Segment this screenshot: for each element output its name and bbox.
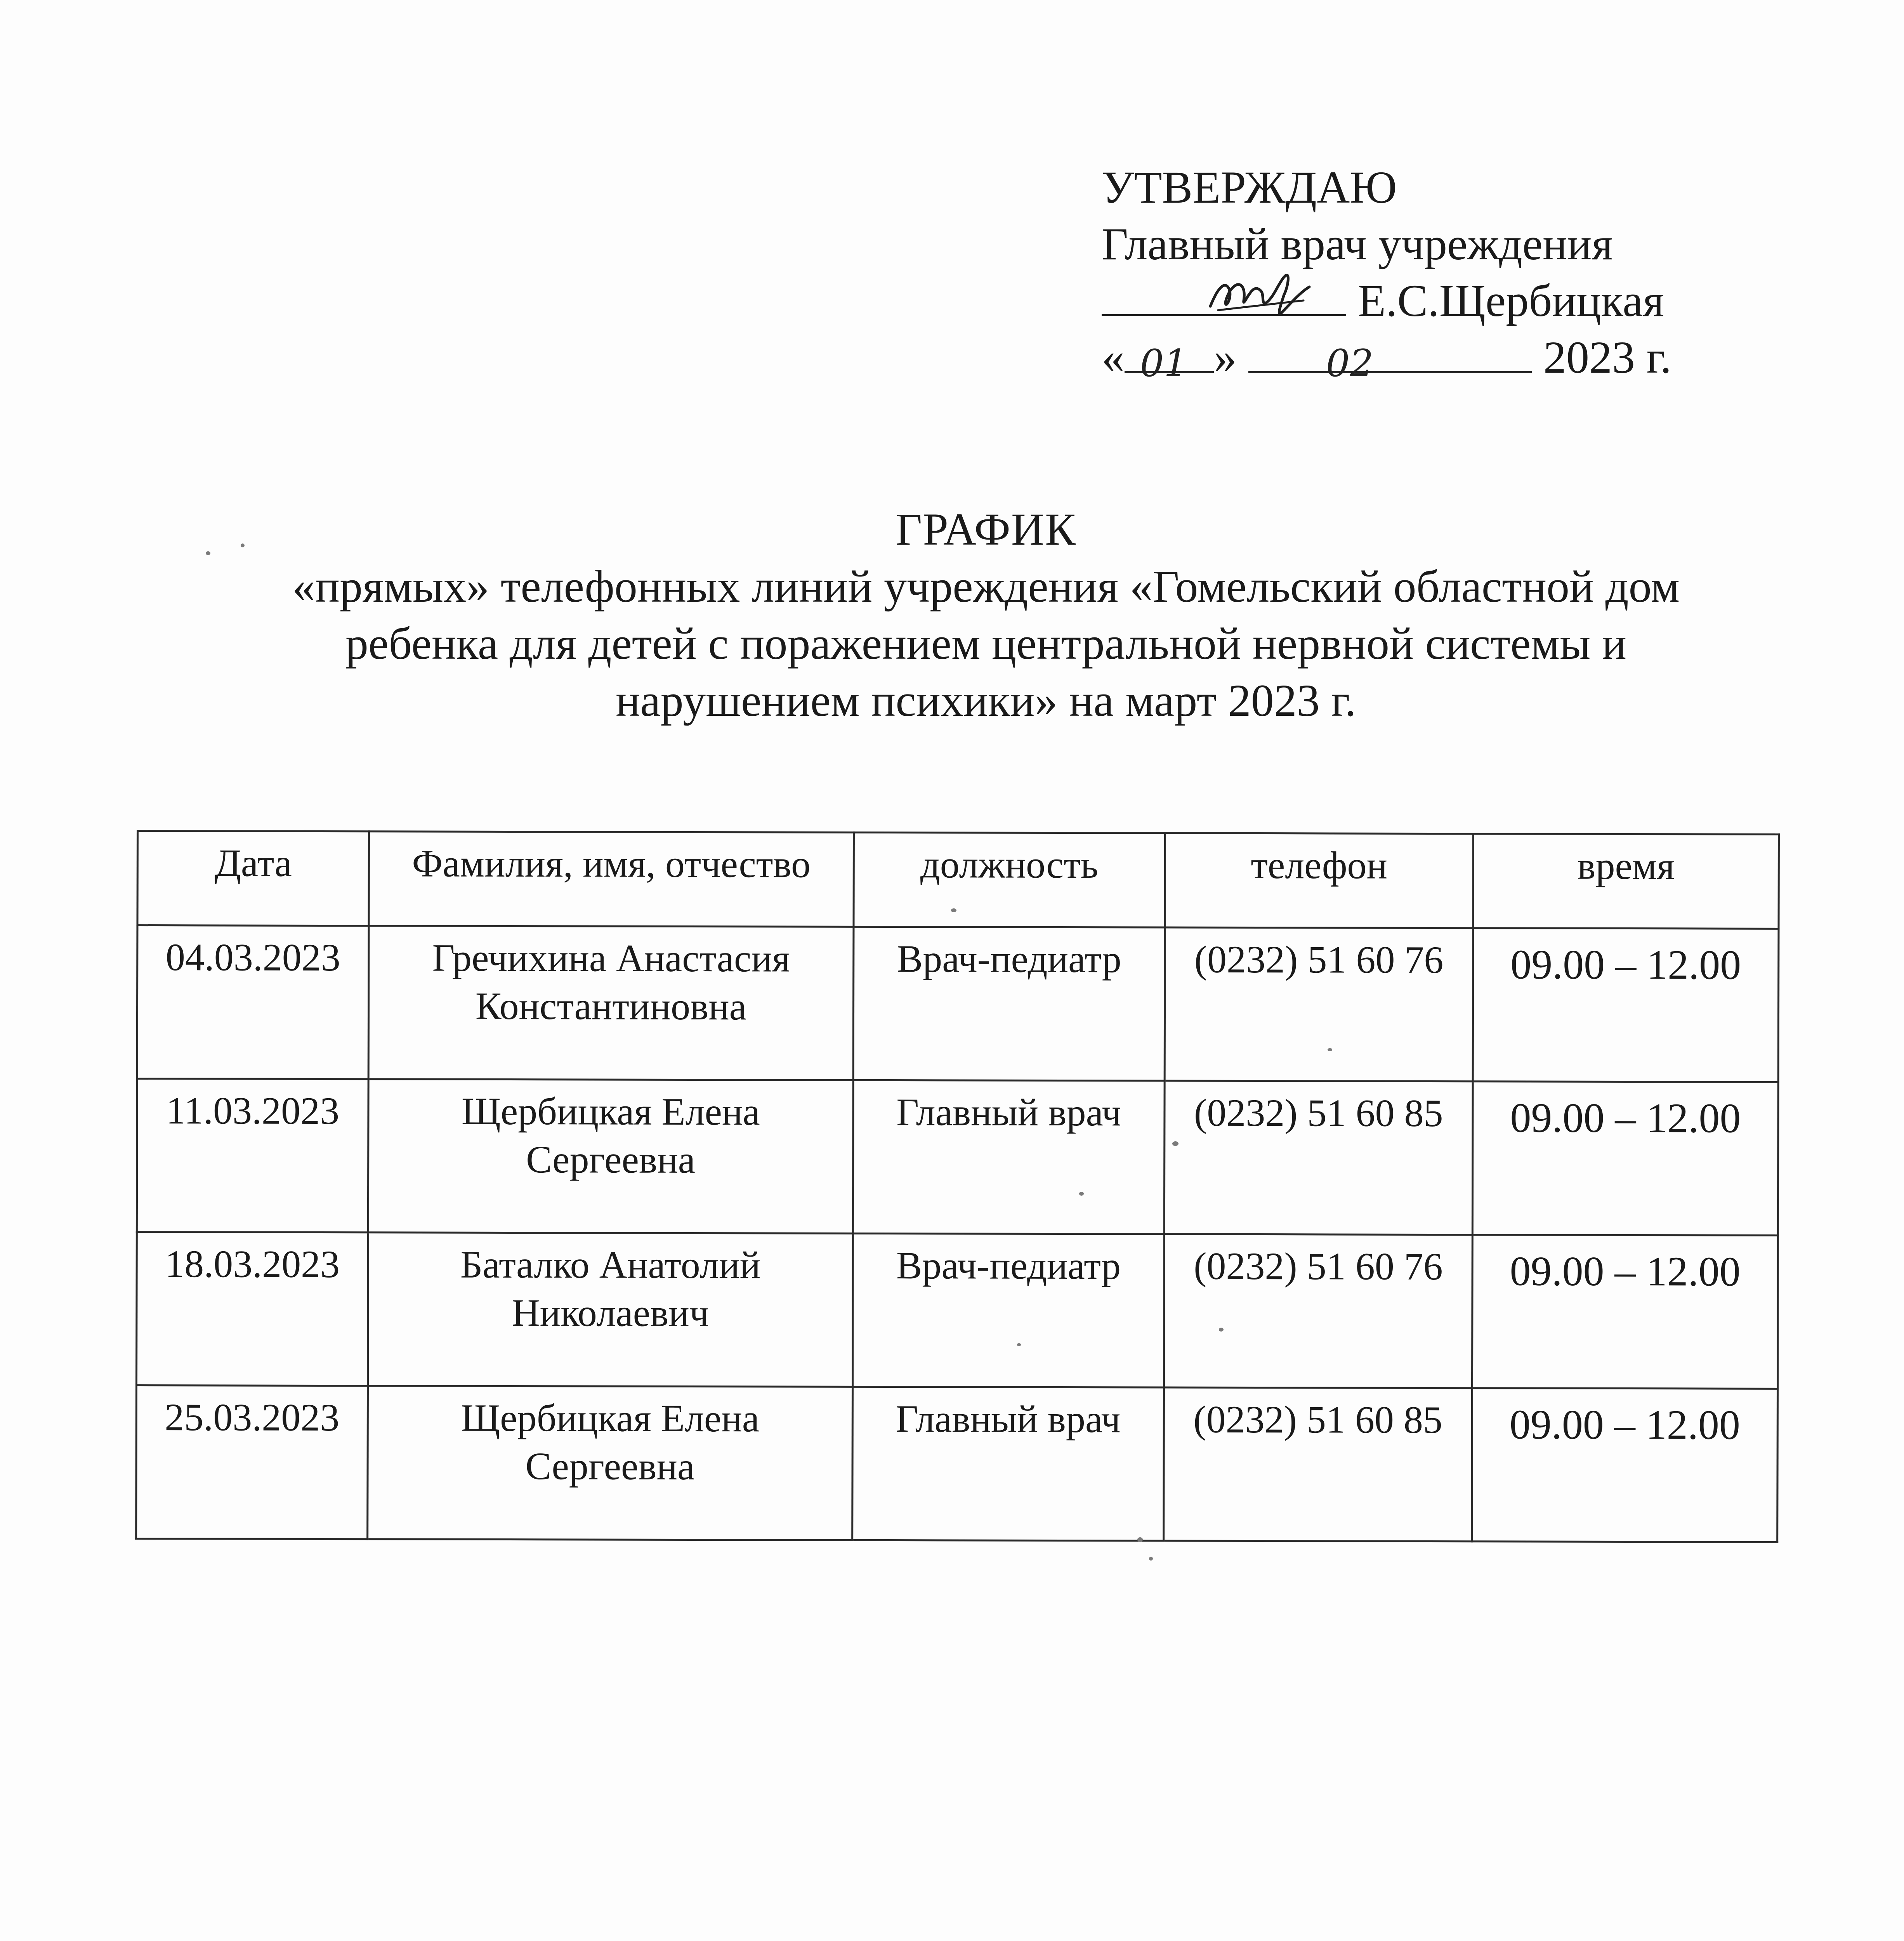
cell-phone: (0232) 51 60 76 xyxy=(1164,1234,1472,1388)
scan-speck xyxy=(241,543,245,547)
table-row xyxy=(137,1232,1778,1389)
table-row xyxy=(137,1079,1778,1236)
cell-name xyxy=(368,1079,853,1234)
name-line-2: Константиновна xyxy=(475,984,747,1028)
name-line-1: Щербицкая Елена xyxy=(461,1089,760,1134)
cell-date: 18.03.2023 xyxy=(137,1232,368,1386)
header-position: должность xyxy=(854,832,1165,927)
name-line-1: Щербицкая Елена xyxy=(461,1396,760,1440)
name-line-2: Сергеевна xyxy=(525,1444,695,1488)
cell-position: Врач-педиатр xyxy=(853,927,1165,1081)
cell-name xyxy=(368,1386,853,1540)
scan-speck xyxy=(1079,1192,1084,1196)
document-title xyxy=(217,501,1755,729)
title-heading: ГРАФИК xyxy=(896,504,1076,555)
header-time: время xyxy=(1473,834,1779,929)
schedule-table xyxy=(135,830,1780,1543)
name-line-1: Баталко Анатолий xyxy=(460,1243,761,1287)
cell-name xyxy=(368,1233,853,1387)
cell-time: 09.00 – 12.00 xyxy=(1472,1235,1778,1389)
table-header-row xyxy=(137,831,1779,929)
cell-phone: (0232) 51 60 85 xyxy=(1163,1387,1472,1542)
signature-blank xyxy=(1102,275,1346,316)
approval-block xyxy=(1102,159,1839,386)
cell-position: Главный врач xyxy=(852,1387,1164,1541)
date-close-quote: » xyxy=(1214,332,1237,383)
scan-speck xyxy=(1172,1141,1179,1146)
cell-phone: (0232) 51 60 76 xyxy=(1165,927,1473,1082)
cell-name xyxy=(368,926,854,1080)
scan-speck xyxy=(1017,1343,1021,1346)
signature-line xyxy=(1102,273,1839,329)
scan-speck xyxy=(951,908,956,912)
cell-time: 09.00 – 12.00 xyxy=(1472,1388,1778,1542)
date-year: 2023 г. xyxy=(1543,332,1672,383)
cell-date: 11.03.2023 xyxy=(137,1079,368,1233)
date-day-handwritten: 01 xyxy=(1140,342,1188,385)
approval-date xyxy=(1102,329,1839,386)
table-row xyxy=(136,1385,1778,1542)
name-line-1: Гречихина Анастасия xyxy=(432,936,790,980)
header-phone: телефон xyxy=(1165,833,1474,928)
date-open-quote: « xyxy=(1102,332,1125,383)
cell-position: Врач-педиатр xyxy=(852,1233,1164,1387)
cell-date: 25.03.2023 xyxy=(136,1385,368,1539)
scan-speck xyxy=(1149,1557,1153,1561)
approval-position: Главный врач учреждения xyxy=(1102,219,1613,269)
cell-time: 09.00 – 12.00 xyxy=(1473,928,1779,1082)
approval-signatory: Е.С.Щербицкая xyxy=(1358,275,1664,326)
scan-speck xyxy=(1219,1328,1224,1332)
date-day-blank xyxy=(1125,332,1214,385)
date-month-blank xyxy=(1248,332,1532,385)
name-line-2: Сергеевна xyxy=(526,1138,696,1182)
handwritten-signature xyxy=(1203,264,1319,322)
scan-speck xyxy=(1328,1048,1332,1051)
scan-speck xyxy=(206,551,210,555)
cell-date: 04.03.2023 xyxy=(137,925,369,1079)
table-row xyxy=(137,925,1779,1082)
header-name: Фамилия, имя, отчество xyxy=(369,832,854,927)
scan-speck xyxy=(1137,1537,1143,1542)
cell-phone: (0232) 51 60 85 xyxy=(1164,1081,1473,1235)
cell-position: Главный врач xyxy=(853,1080,1165,1234)
cell-time: 09.00 – 12.00 xyxy=(1472,1082,1778,1236)
header-date: Дата xyxy=(137,831,369,926)
date-month-handwritten: 02 xyxy=(1326,342,1374,385)
title-subtitle: «прямых» телефонных линий учреждения «Гомельский областной дом ребенка для детей с поражением центральной нервной системы и нарушением психики» на март 2023 г. xyxy=(292,561,1680,726)
approval-heading: УТВЕРЖДАЮ xyxy=(1102,162,1397,213)
name-line-2: Николаевич xyxy=(512,1291,709,1335)
